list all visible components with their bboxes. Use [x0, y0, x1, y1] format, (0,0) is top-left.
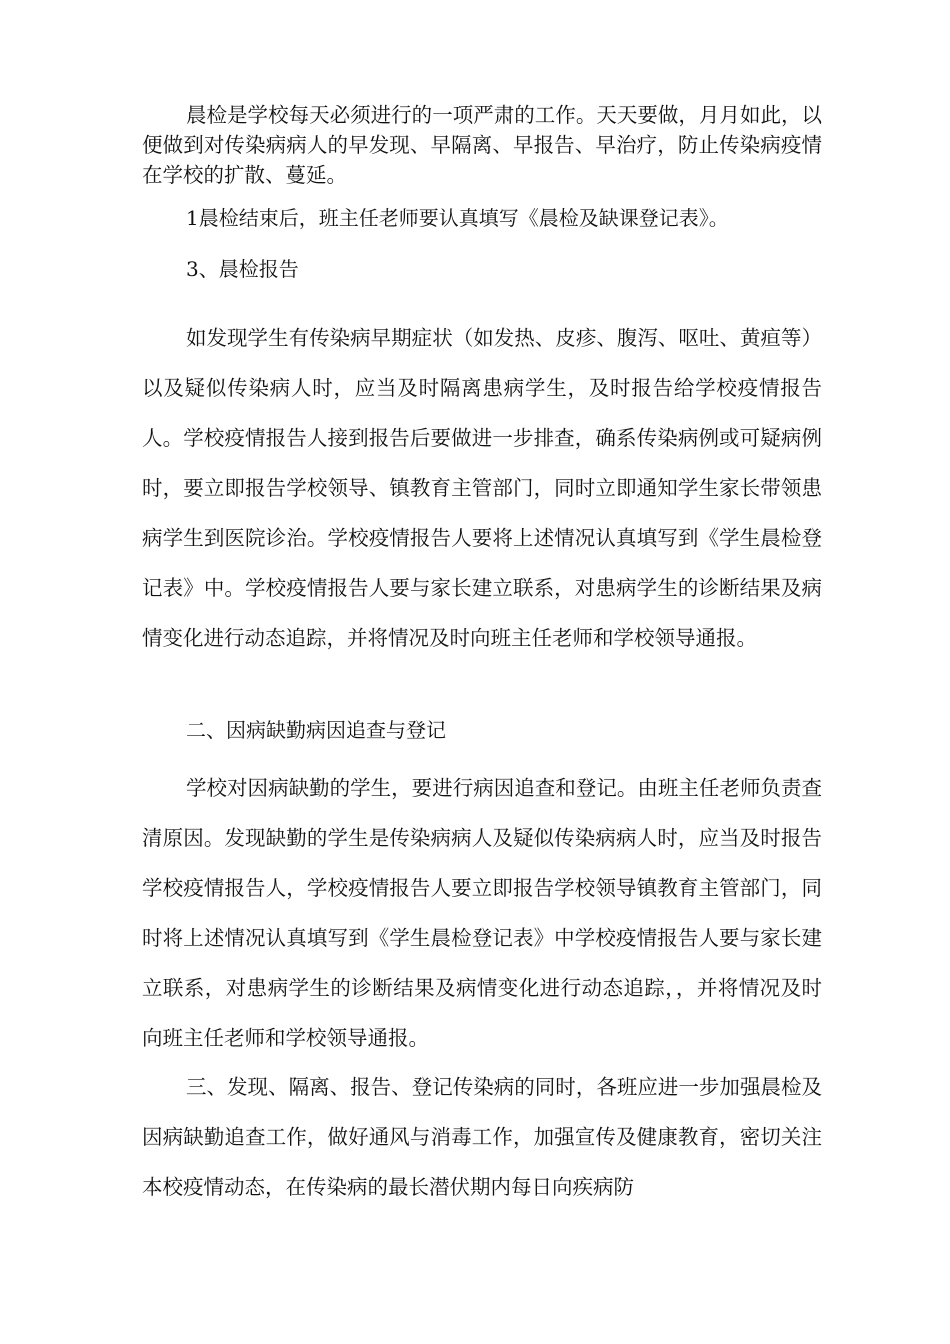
- paragraph-absence-procedure: 学校对因病缺勤的学生，要进行病因追查和登记。由班主任老师负责查清原因。发现缺勤的学生是传染病病人及疑似传染病病人时，应当及时报告学校疫情报告人，学校疫情报告人要立即报告学校领导镇教育主管部门，同时将上述情况认真填写到《学生晨检登记表》中学校疫情报告人要与家长建立联系，对患病学生的诊断结果及病情变化进行动态追踪，，并将情况及时向班主任老师和学校领导通报。: [142, 776, 822, 1050]
- paragraph-report-procedure: 如发现学生有传染病早期症状（如发热、皮疹、腹泻、呕吐、黄疸等）以及疑似传染病人时，应当及时隔离患病学生，及时报告给学校疫情报告人。学校疫情报告人接到报告后要做进一步排查，确系传染病例或可疑病例时，要立即报告学校领导、镇教育主管部门，同时立即通知学生家长带领患病学生到医院诊治。学校疫情报告人要将上述情况认真填写到《学生晨检登记表》中。学校疫情报告人要与家长建立联系，对患病学生的诊断结果及病情变化进行动态追踪，并将情况及时向班主任老师和学校领导通报。: [142, 326, 822, 650]
- paragraph-check-record: 1晨检结束后，班主任老师要认真填写《晨检及缺课登记表》。: [186, 206, 729, 230]
- section-heading-absence-tracking: 二、因病缺勤病因追查与登记: [186, 718, 446, 742]
- paragraph-morning-check-intro: 晨检是学校每天必须进行的一项严肃的工作。天天要做，月月如此，以便做到对传染病病人的早发现、早隔离、早报告、早治疗，防止传染病疫情在学校的扩散、蔓延。: [142, 103, 822, 187]
- paragraph-isolation-measures: 三、发现、隔离、报告、登记传染病的同时，各班应进一步加强晨检及因病缺勤追查工作，做好通风与消毒工作，加强宣传及健康教育，密切关注本校疫情动态，在传染病的最长潜伏期内每日向疾病防: [142, 1075, 822, 1199]
- section-heading-morning-report: 3、晨检报告: [186, 257, 299, 281]
